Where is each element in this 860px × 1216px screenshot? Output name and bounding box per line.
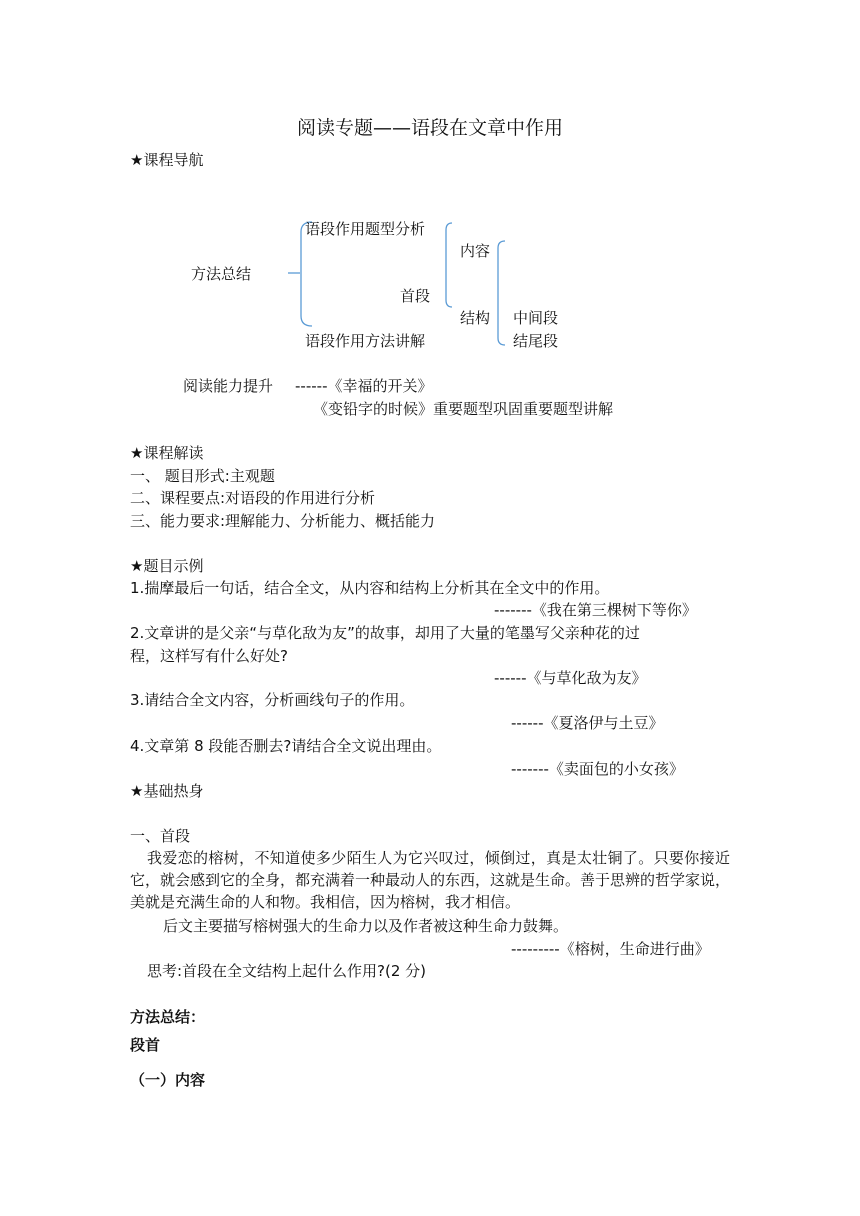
interpret-item-3: 三、能力要求:理解能力、分析能力、概括能力 bbox=[130, 512, 436, 530]
nav-method-label: 方法总结 bbox=[191, 265, 252, 283]
interpret-item-1: 一、 题目形式:主观题 bbox=[130, 467, 275, 485]
warmup-passage: 我爱恋的榕树，不知道使多少陌生人为它兴叹过，倾倒过，真是太壮铜了。只要你接近它，就会感到它的全身，都充满着一种最动人的东西，这就是生命。善于思辨的哲学家说，美就是充满生命的人和物。我相信，因为榕树，我才相信。 bbox=[130, 849, 731, 911]
example-q1: 1.揣摩最后一句话，结合全文，从内容和结构上分析其在全文中的作用。 bbox=[130, 579, 610, 597]
example-source-2: ------《与草化敌为友》 bbox=[494, 669, 647, 687]
warmup-heading: ★基础热身 bbox=[130, 782, 204, 800]
nav-middle-para-label: 中间段 bbox=[513, 309, 559, 327]
example-q4: 4.文章第 8 段能否删去?请结合全文说出理由。 bbox=[130, 737, 442, 755]
warmup-followup: 后文主要描写榕树强大的生命力以及作者被这种生命力鼓舞。 bbox=[163, 917, 569, 935]
warmup-question: 思考:首段在全文结构上起什么作用?(2 分) bbox=[147, 962, 427, 980]
summary-subheading-2: （一）内容 bbox=[130, 1071, 206, 1089]
nav-first-para-label: 首段 bbox=[400, 287, 431, 305]
page-title: 阅读专题——语段在文章中作用 bbox=[296, 117, 563, 139]
nav-content-label: 内容 bbox=[460, 242, 491, 260]
nav-structure-label: 结构 bbox=[460, 309, 491, 327]
example-q3: 3.请结合全文内容，分析画线句子的作用。 bbox=[130, 691, 415, 709]
example-source-1: -------《我在第三棵树下等你》 bbox=[494, 601, 697, 619]
nav-analysis-label: 语段作用题型分析 bbox=[305, 220, 426, 238]
nav-diagram-brackets bbox=[0, 0, 860, 400]
warmup-subheading: 一、首段 bbox=[130, 827, 191, 845]
example-source-3: ------《夏洛伊与土豆》 bbox=[511, 714, 664, 732]
nav-ability-text1: ------《幸福的开关》 bbox=[295, 377, 433, 395]
example-q2-line2: 程，这样写有什么好处? bbox=[130, 647, 288, 665]
summary-heading: 方法总结： bbox=[130, 1008, 206, 1026]
examples-heading: ★题目示例 bbox=[130, 557, 204, 575]
nav-end-para-label: 结尾段 bbox=[513, 332, 559, 350]
nav-ability-label: 阅读能力提升 bbox=[183, 377, 274, 395]
example-q2-line1: 2.文章讲的是父亲“与草化敌为友”的故事，却用了大量的笔墨写父亲种花的过 bbox=[130, 624, 640, 642]
warmup-source: ---------《榕树，生命进行曲》 bbox=[511, 940, 710, 958]
interpret-item-2: 二、课程要点:对语段的作用进行分析 bbox=[130, 489, 376, 507]
example-source-4: -------《卖面包的小女孩》 bbox=[511, 760, 684, 778]
interpret-heading: ★课程解读 bbox=[130, 444, 204, 462]
nav-lecture-label: 语段作用方法讲解 bbox=[305, 332, 426, 350]
nav-ability-text2: 《变铅字的时候》重要题型巩固重要题型讲解 bbox=[313, 400, 614, 418]
summary-subheading-1: 段首 bbox=[130, 1036, 161, 1054]
nav-heading: ★课程导航 bbox=[130, 151, 204, 169]
